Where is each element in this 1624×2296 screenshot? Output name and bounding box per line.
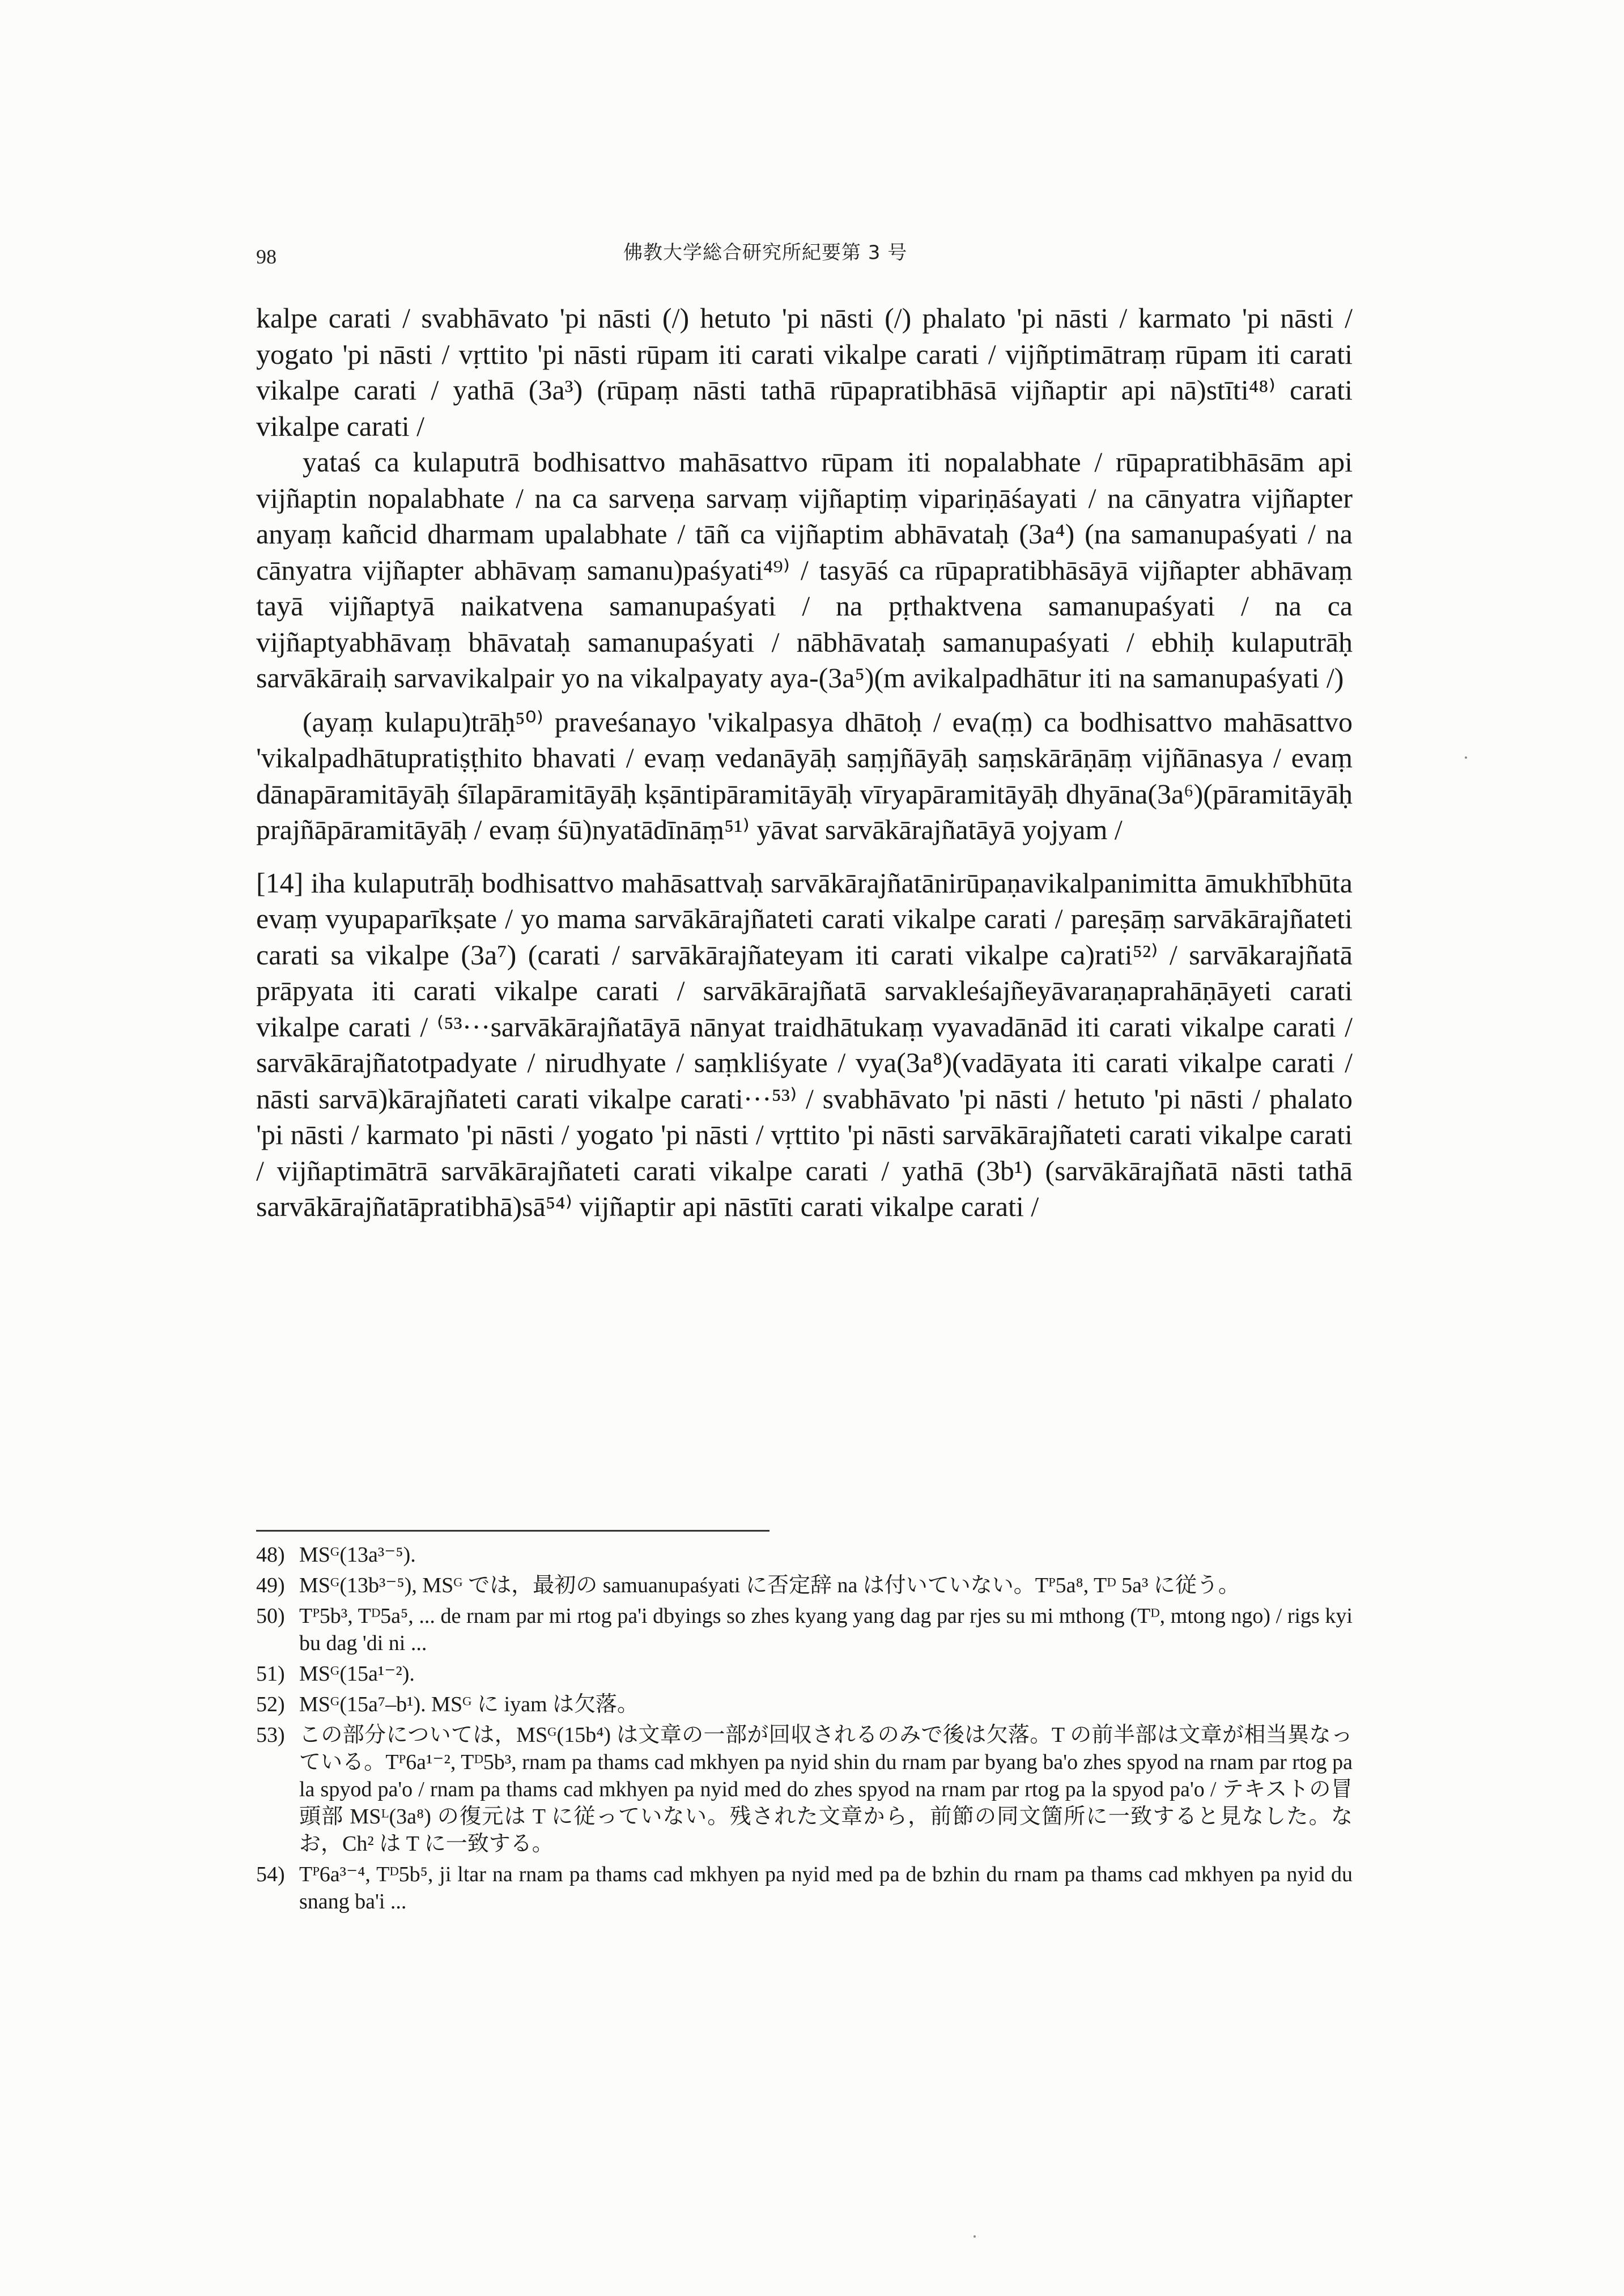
footnote-text: MSᴳ(15a¹⁻²). xyxy=(299,1662,415,1686)
footnote-text: MSᴳ(13b³⁻⁵), MSᴳ では，最初の samuanupaśyati に否定辞 na は付いていない。Tᴾ5a⁸, Tᴰ 5a³ に従う。 xyxy=(299,1574,1240,1597)
footnote xyxy=(256,1541,1353,1568)
footnotes xyxy=(256,1541,1353,1919)
paragraph-4: [14] iha kulaputrāḥ bodhisattvo mahāsattvaḥ sarvākārajñatānirūpaṇavikalpanimitta āmukhībhūta evaṃ vyupaparīkṣate / yo mama sarvākārajñateti carati vikalpe carati / pareṣāṃ sarvākārajñateti carati sa vikalpe (3a⁷) (carati / sarvākārajñateyam iti carati vikalpe ca)rati⁵²⁾ / sarvākarajñatā prāpyata iti carati vikalpe carati / sarvākārajñatā sarvakleśajñeyāvaraṇaprahāṇāyeti carati vikalpe carati / ⁽⁵³···sarvākārajñatāyā nānyat traidhātukaṃ vyavadānād iti carati vikalpe carati / sarvākārajñatotpadyate / nirudhyate / saṃkliśyate / vya(3a⁸)(vadāyata iti carati vikalpe carati / nāsti sarvā)kārajñateti carati vikalpe carati···⁵³⁾ / svabhāvato 'pi nāsti / hetuto 'pi nāsti / phalato 'pi nāsti / karmato 'pi nāsti / yogato 'pi nāsti / vṛttito 'pi nāsti sarvākārajñateti carati vikalpe carati / vijñaptimātrā sarvākārajñateti carati vikalpe carati / yathā (3b¹) (sarvākārajñatā nāsti tathā sarvākārajñatāpratibhā)sā⁵⁴⁾ vijñaptir api nāstīti carati vikalpe carati / xyxy=(256,866,1353,1222)
footnote xyxy=(256,1660,1353,1687)
footnote xyxy=(256,1602,1353,1657)
footnote-rule xyxy=(256,1530,770,1532)
footnote xyxy=(256,1721,1353,1857)
scan-speck xyxy=(1465,756,1467,759)
footnote-number: 50) xyxy=(256,1604,285,1628)
footnote-number: 48) xyxy=(256,1543,285,1567)
footnote-number: 53) xyxy=(256,1723,285,1747)
running-title: 佛教大学総合研究所紀要第 3 号 xyxy=(623,241,908,264)
footnote-text: この部分については，MSᴳ(15b⁴) は文章の一部が回収されるのみで後は欠落。T の前半部は文章が相当異なっている。Tᴾ6a¹⁻², Tᴰ5b³, rnam pa thams cad mkhyen pa nyid shin du rnam par byang ba'o zhes spyod na rnam par rtog pa la spyod pa'o / rnam pa thams cad mkhyen pa nyid med do zhes spyod na rnam par rtog pa la spyod pa'o / テキストの冒頭部 MSᴸ(3a⁸) の復元は T に従っていない。残された文章から，前節の同文箇所に一致すると見なした。なお，Ch² は T に一致する。 xyxy=(299,1723,1353,1856)
footnote xyxy=(256,1861,1353,1915)
footnote-text: Tᴾ6a³⁻⁴, Tᴰ5b⁵, ji ltar na rnam pa thams cad mkhyen pa nyid med pa de bzhin du rnam pa thams cad mkhyen pa nyid du snang ba'i ... xyxy=(299,1863,1353,1914)
footnote-text: MSᴳ(15a⁷–b¹). MSᴳ に iyam は欠落。 xyxy=(299,1693,639,1716)
footnote-number: 52) xyxy=(256,1693,285,1716)
footnote-text: MSᴳ(13a³⁻⁵). xyxy=(299,1543,416,1567)
main-text xyxy=(256,300,1353,1225)
footnote-number: 54) xyxy=(256,1863,285,1886)
footnote-text: Tᴾ5b³, Tᴰ5a⁵, ... de rnam par mi rtog pa'i dbyings so zhes kyang yang dag par rjes su mi mthong (Tᴰ, mtong ngo) / rigs kyi bu dag 'di ni ... xyxy=(299,1604,1353,1655)
footnote xyxy=(256,1572,1353,1599)
footnote xyxy=(256,1691,1353,1718)
footnote-number: 51) xyxy=(256,1662,285,1686)
paragraph-1: kalpe carati / svabhāvato 'pi nāsti (/) hetuto 'pi nāsti (/) phalato 'pi nāsti / karmato 'pi nāsti / yogato 'pi nāsti / vṛttito 'pi nāsti rūpam iti carati vikalpe carati / vijñptimātraṃ rūpam iti carati vikalpe carati / yathā (3a³) (rūpaṃ nāsti tathā rūpapratibhāsā vijñaptir api nā)stīti⁴⁸⁾ carati vikalpe carati / xyxy=(256,302,1353,442)
footnote-number: 49) xyxy=(256,1574,285,1597)
page-number: 98 xyxy=(256,245,277,268)
paragraph-3: (ayaṃ kulapu)trāḥ⁵⁰⁾ praveśanayo 'vikalpasya dhātoḥ / eva(ṃ) ca bodhisattvo mahāsattvo 'vikalpadhātupratiṣṭhito bhavati / evaṃ vedanāyāḥ saṃjñāyāḥ saṃskārāṇāṃ vijñānasya / evaṃ dānapāramitāyāḥ śīlapāramitāyāḥ kṣāntipāramitāyāḥ vīryapāramitāyāḥ dhyāna(3a⁶)(pāramitāyāḥ prajñāpāramitāyāḥ / evaṃ śū)nyatādīnāṃ⁵¹⁾ yāvat sarvākārajñatāyā yojyam / xyxy=(256,705,1353,845)
paragraph-2: yataś ca kulaputrā bodhisattvo mahāsattvo rūpam iti nopalabhate / rūpapratibhāsām api vijñaptin nopalabhate / na ca sarveṇa sarvaṃ vijñaptiṃ vipariṇāśayati / na cānyatra vijñapter anyaṃ kañcid dharmam upalabhate / tāñ ca vijñaptim abhāvataḥ (3a⁴) (na samanupaśyati / na cānyatra vijñapter abhāvaṃ samanu)paśyati⁴⁹⁾ / tasyāś ca rūpapratibhāsāyā vijñapter abhāvaṃ tayā vijñaptyā naikatvena samanupaśyati / na pṛthaktvena samanupaśyati / na ca vijñaptyabhāvaṃ bhāvataḥ samanupaśyati / nābhāvataḥ samanupaśyati / ebhiḥ kulaputrāḥ sarvākāraiḥ sarvavikalpair yo na vikalpayaty aya-(3a⁵)(m avikalpadhātur iti na samanupaśyati /) xyxy=(256,446,1353,694)
scan-speck xyxy=(973,2235,976,2238)
